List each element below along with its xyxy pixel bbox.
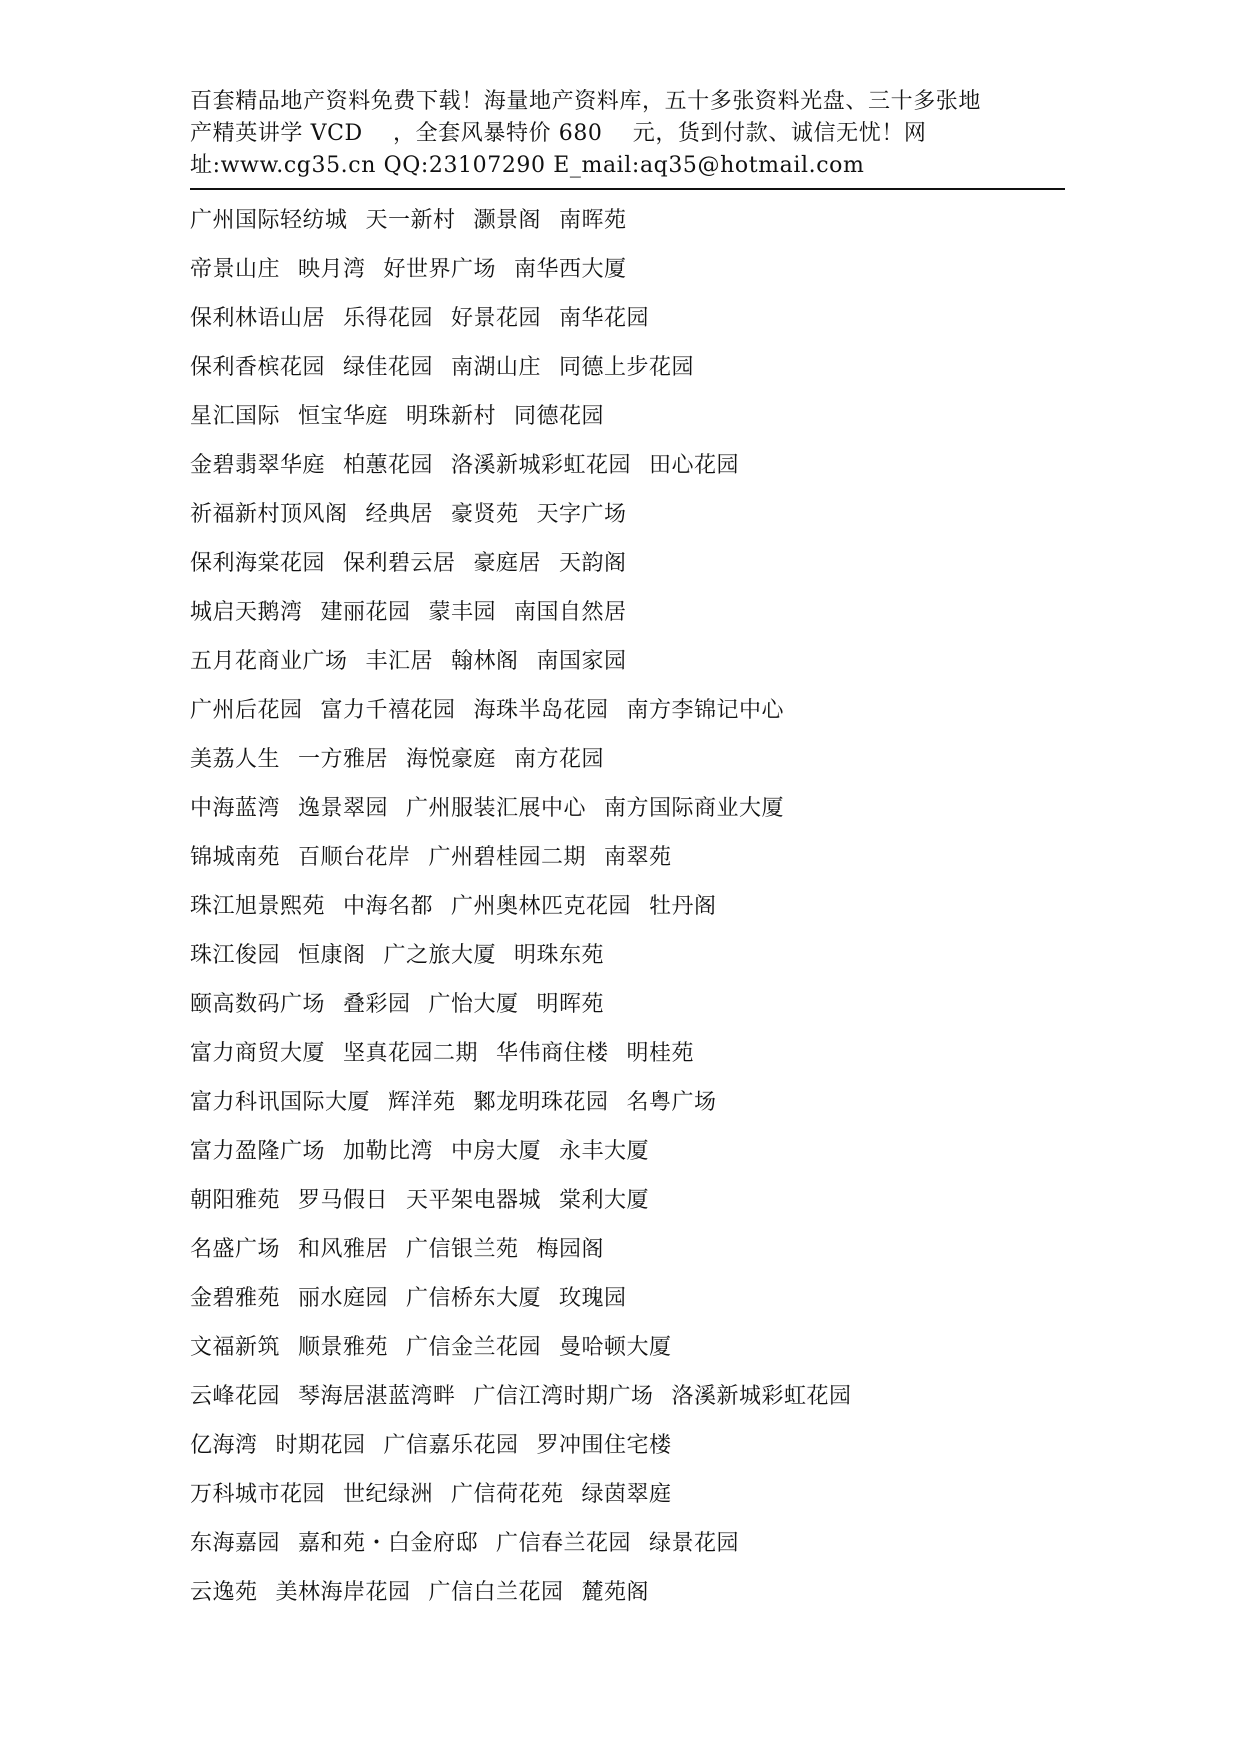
property-name: 富力科讯国际大厦: [190, 1090, 371, 1115]
property-name: 东海嘉园: [190, 1531, 281, 1556]
property-name: 广怡大厦: [428, 992, 519, 1017]
property-name: 嘉和苑・白金府邸: [298, 1531, 479, 1556]
property-name: 和风雅居: [298, 1237, 389, 1262]
property-name: 保利碧云居: [343, 551, 456, 576]
property-name: 叠彩园: [343, 992, 411, 1017]
property-name: 百顺台花岸: [298, 845, 411, 870]
list-row: [190, 1127, 1090, 1176]
property-name: 同德上步花园: [559, 355, 695, 380]
property-name: 广信白兰花园: [428, 1580, 564, 1605]
property-name: 祈福新村顶风阁: [190, 502, 348, 527]
property-name: 绿茵翠庭: [581, 1482, 672, 1507]
list-row: [190, 294, 1090, 343]
property-name: 广信嘉乐花园: [383, 1433, 519, 1458]
list-row: [190, 637, 1090, 686]
property-name: 广信春兰花园: [496, 1531, 632, 1556]
property-name: 广信江湾时期广场: [473, 1384, 654, 1409]
list-row: [190, 784, 1090, 833]
list-row: [190, 735, 1090, 784]
property-name: 坚真花园二期: [343, 1041, 479, 1066]
property-name: 世纪绿洲: [343, 1482, 434, 1507]
property-name: 海珠半岛花园: [473, 698, 609, 723]
property-name: 珠江旭景熙苑: [190, 894, 326, 919]
property-name: 罗马假日: [298, 1188, 389, 1213]
list-row: [190, 490, 1090, 539]
property-name: 锦城南苑: [190, 845, 281, 870]
list-row: [190, 343, 1090, 392]
property-name: 颐高数码广场: [190, 992, 326, 1017]
property-name: 建丽花园: [320, 600, 411, 625]
property-name: 映月湾: [298, 257, 366, 282]
property-name: 好世界广场: [383, 257, 497, 282]
property-name: 顺景雅苑: [298, 1335, 389, 1360]
property-name: 辉洋苑: [388, 1090, 456, 1115]
header-divider: [190, 188, 1065, 190]
property-name: 曼哈顿大厦: [559, 1335, 672, 1360]
property-name: 金碧翡翠华庭: [190, 453, 326, 478]
list-row: [190, 1225, 1090, 1274]
property-name: 鄹龙明珠花园: [473, 1090, 609, 1115]
list-row: [190, 392, 1090, 441]
header-line-1: 百套精品地产资料免费下载！海量地产资料库，五十多张资料光盘、三十多张地: [190, 89, 982, 114]
property-name: 朝阳雅苑: [190, 1188, 281, 1213]
list-row: [190, 1372, 1090, 1421]
property-name: 珠江俊园: [190, 943, 281, 968]
property-name: 文福新筑: [190, 1335, 281, 1360]
property-name: 恒康阁: [298, 943, 366, 968]
property-name: 广州碧桂园二期: [428, 845, 587, 870]
property-name: 广信荷花苑: [451, 1482, 564, 1507]
property-name: 洛溪新城彩虹花园: [451, 453, 632, 478]
property-name: 华伟商住楼: [496, 1041, 609, 1066]
list-row: [190, 1568, 1090, 1617]
list-row: [190, 441, 1090, 490]
property-name: 天平架电器城: [406, 1188, 542, 1213]
property-name: 天韵阁: [559, 551, 627, 576]
property-name: 广州国际轻纺城: [190, 208, 348, 233]
property-name: 好景花园: [451, 306, 542, 331]
list-row: [190, 1274, 1090, 1323]
property-name: 云逸苑: [190, 1580, 258, 1605]
property-name: 南华花园: [559, 306, 650, 331]
property-name: 明珠新村: [406, 404, 497, 429]
property-name: 豪庭居: [473, 551, 542, 576]
list-row: [190, 196, 1090, 245]
property-name: 名盛广场: [190, 1237, 281, 1262]
property-name: 柏蕙花园: [343, 453, 434, 478]
property-name: 五月花商业广场: [190, 649, 348, 674]
list-row: [190, 1519, 1090, 1568]
property-name: 田心花园: [649, 453, 740, 478]
list-row: [190, 1176, 1090, 1225]
document-header: [190, 86, 1065, 182]
property-name: 广信金兰花园: [406, 1335, 542, 1360]
list-row: [190, 882, 1090, 931]
property-name: 南翠苑: [604, 845, 672, 870]
property-name: 蒙丰园: [428, 600, 497, 625]
property-name: 中房大厦: [451, 1139, 542, 1164]
list-row: [190, 1323, 1090, 1372]
property-name: 亿海湾: [190, 1433, 258, 1458]
property-name: 美林海岸花园: [275, 1580, 411, 1605]
property-name: 中海蓝湾: [190, 796, 281, 821]
property-name: 经典居: [365, 502, 434, 527]
property-name: 万科城市花园: [190, 1482, 326, 1507]
property-name: 绿佳花园: [343, 355, 434, 380]
property-name: 中海名都: [343, 894, 434, 919]
property-name: 南方李锦记中心: [626, 698, 785, 723]
list-row: [190, 980, 1090, 1029]
property-name: 乐得花园: [343, 306, 434, 331]
property-name: 翰林阁: [451, 649, 519, 674]
property-name: 牡丹阁: [649, 894, 717, 919]
property-list: [190, 196, 1090, 1617]
property-name: 明桂苑: [626, 1041, 695, 1066]
property-name: 名粤广场: [626, 1090, 717, 1115]
property-name: 逸景翠园: [298, 796, 389, 821]
property-name: 广州奥林匹克花园: [451, 894, 632, 919]
property-name: 南方国际商业大厦: [604, 796, 785, 821]
property-name: 麓苑阁: [581, 1580, 650, 1605]
property-name: 金碧雅苑: [190, 1286, 281, 1311]
property-name: 广信桥东大厦: [406, 1286, 542, 1311]
property-name: 明珠东苑: [514, 943, 605, 968]
property-name: 保利香槟花园: [190, 355, 326, 380]
list-row: [190, 1470, 1090, 1519]
property-name: 城启天鹅湾: [190, 600, 303, 625]
property-name: 时期花园: [275, 1433, 366, 1458]
property-name: 美荔人生: [190, 747, 281, 772]
property-name: 明晖苑: [536, 992, 605, 1017]
list-row: [190, 1421, 1090, 1470]
property-name: 保利海棠花园: [190, 551, 326, 576]
property-name: 玫瑰园: [559, 1286, 627, 1311]
property-name: 南国家园: [536, 649, 627, 674]
property-name: 洛溪新城彩虹花园: [671, 1384, 852, 1409]
list-row: [190, 245, 1090, 294]
property-name: 南方花园: [514, 747, 605, 772]
property-name: 星汇国际: [190, 404, 281, 429]
list-row: [190, 588, 1090, 637]
list-row: [190, 931, 1090, 980]
property-name: 富力盈隆广场: [190, 1139, 326, 1164]
header-line-3: 址:www.cg35.cn QQ:23107290 E_mail:aq35@hotmail.com: [190, 153, 865, 178]
property-name: 广之旅大厦: [383, 943, 497, 968]
property-name: 天字广场: [536, 502, 627, 527]
list-row: [190, 686, 1090, 735]
property-name: 富力商贸大厦: [190, 1041, 326, 1066]
property-name: 云峰花园: [190, 1384, 281, 1409]
property-name: 南华西大厦: [514, 257, 627, 282]
property-name: 海悦豪庭: [406, 747, 497, 772]
property-name: 琴海居湛蓝湾畔: [298, 1384, 456, 1409]
list-row: [190, 1078, 1090, 1127]
property-name: 绿景花园: [649, 1531, 740, 1556]
property-name: 南国自然居: [514, 600, 627, 625]
property-name: 南湖山庄: [451, 355, 542, 380]
property-name: 丰汇居: [365, 649, 434, 674]
property-name: 棠利大厦: [559, 1188, 650, 1213]
property-name: 罗冲围住宅楼: [536, 1433, 672, 1458]
property-name: 梅园阁: [536, 1237, 605, 1262]
property-name: 豪贤苑: [451, 502, 519, 527]
property-name: 一方雅居: [298, 747, 389, 772]
property-name: 保利林语山居: [190, 306, 326, 331]
property-name: 灏景阁: [473, 208, 542, 233]
property-name: 天一新村: [365, 208, 456, 233]
property-name: 南晖苑: [559, 208, 627, 233]
header-line-2: 产精英讲学 VCD ，全套风暴特价 680 元，货到付款、诚信无忧！网: [190, 121, 927, 146]
property-name: 广州服装汇展中心: [406, 796, 587, 821]
property-name: 永丰大厦: [559, 1139, 650, 1164]
list-row: [190, 539, 1090, 588]
property-name: 帝景山庄: [190, 257, 281, 282]
property-name: 广信银兰苑: [406, 1237, 519, 1262]
property-name: 同德花园: [514, 404, 605, 429]
property-name: 恒宝华庭: [298, 404, 389, 429]
property-name: 加勒比湾: [343, 1139, 434, 1164]
property-name: 丽水庭园: [298, 1286, 389, 1311]
list-row: [190, 1029, 1090, 1078]
property-name: 广州后花园: [190, 698, 303, 723]
list-row: [190, 833, 1090, 882]
property-name: 富力千禧花园: [320, 698, 456, 723]
